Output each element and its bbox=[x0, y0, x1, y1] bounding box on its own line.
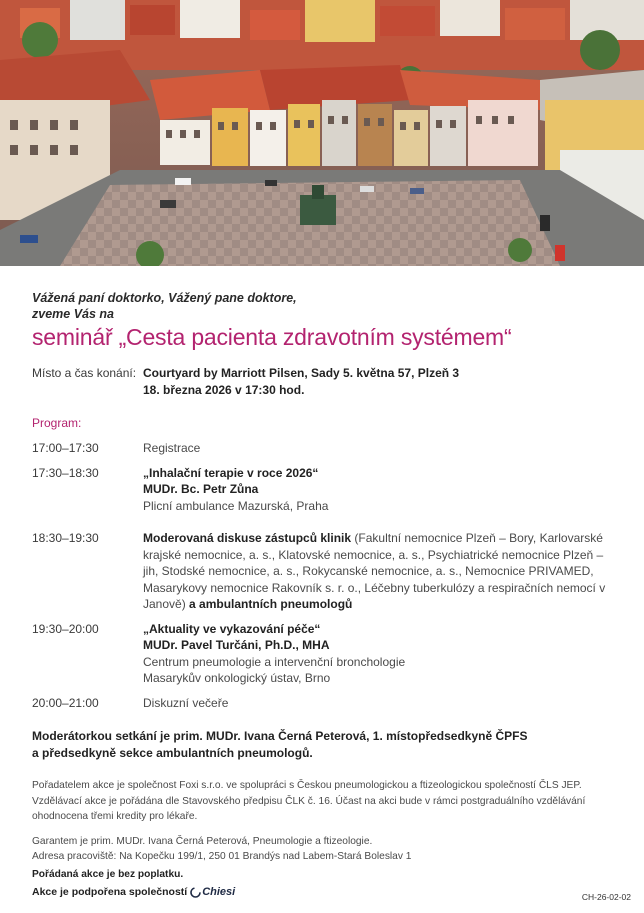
seminar-title: seminář „Cesta pacienta zdravotním systémem“ bbox=[32, 324, 512, 350]
document-code: CH-26-02-02 bbox=[581, 892, 631, 902]
hero-city-image bbox=[0, 0, 644, 266]
program-time: 17:00–17:30 bbox=[32, 441, 99, 455]
organizer-note bbox=[32, 778, 612, 825]
program-time: 20:00–21:00 bbox=[32, 695, 99, 710]
organizer-line-2: Vzdělávací akce je pořádána dle Stavovského předpisu ČLK č. 16. Účast na akci bude v rámci postgraduálního vzdělávání bbox=[32, 795, 586, 807]
venue-place: Courtyard by Marriott Pilsen, Sady 5. května 57, Plzeň 3 bbox=[143, 366, 460, 380]
guarantor-note bbox=[32, 834, 612, 865]
program-item bbox=[32, 530, 612, 613]
program-affiliation: Centrum pneumologie a intervenční bronchologie bbox=[143, 654, 406, 669]
sponsor-line bbox=[32, 886, 235, 898]
chiesi-logo bbox=[190, 886, 235, 898]
invitation-content bbox=[32, 290, 612, 882]
organizer-line-1: Pořadatelem akce je společnost Foxi s.r.o. ve spolupráci s Českou pneumologickou a ftizeologickou společností ČLS JEP. bbox=[32, 780, 582, 791]
program-time: 18:30–19:30 bbox=[32, 531, 99, 545]
program-lecture-title: „Inhalační terapie v roce 2026“ bbox=[143, 465, 319, 480]
program-item bbox=[32, 621, 612, 687]
chiesi-logo-icon bbox=[190, 887, 201, 898]
program-text: Registrace bbox=[143, 441, 201, 455]
program-time: 19:30–20:00 bbox=[32, 621, 99, 636]
venue-row bbox=[32, 365, 612, 398]
greeting-line-2: zveme Vás na bbox=[32, 307, 114, 321]
program-item bbox=[32, 695, 612, 712]
program-heading: Program: bbox=[32, 416, 82, 430]
program-time: 17:30–18:30 bbox=[32, 465, 99, 480]
guarantor-address: Adresa pracoviště: Na Kopečku 199/1, 250 01 Brandýs nad Labem-Stará Boleslav 1 bbox=[32, 851, 412, 862]
moderator-line-2: a předsedkyně sekce ambulantních pneumologů. bbox=[32, 745, 313, 760]
program-speaker: MUDr. Bc. Petr Zůna bbox=[143, 482, 259, 496]
program-text: Diskuzní večeře bbox=[143, 695, 229, 710]
organizer-line-3: ohodnocena třemi kredity pro lékaře. bbox=[32, 811, 198, 822]
venue-label: Místo a čas konání: bbox=[32, 366, 137, 380]
program-speaker: MUDr. Pavel Turčáni, Ph.D., MHA bbox=[143, 638, 330, 652]
discussion-detail: (Fakultní nemocnice Plzeň – Bory, Karlovarské krajské nemocnice, a. s., Klatovské nemocnice, a. s., Psychiatrické nemocnice Plzeň – jih, Stodské nemocnice, a. s., Rokycanské nemocnice, a. s., Nemocnice PRIVAMED, Masarykovy nemocnice Rakovník s. r. o., Léčebny tuberkulózy a respiračních nemocí v Janově) bbox=[143, 531, 606, 611]
venue-datetime: 18. března 2026 v 17:30 hod. bbox=[143, 382, 305, 397]
sponsor-text: Akce je podpořena společností bbox=[32, 886, 188, 898]
program-affiliation: Plicní ambulance Mazurská, Praha bbox=[143, 498, 329, 513]
moderator-line-1: Moderátorkou setkání je prim. MUDr. Ivana Černá Peterová, 1. místopředsedkyně ČPFS bbox=[32, 729, 528, 743]
greeting-line-1: Vážená paní doktorko, Vážený pane doktore, bbox=[32, 291, 297, 305]
program-list bbox=[32, 440, 612, 711]
program-lecture-title: „Aktuality ve vykazování péče“ bbox=[143, 621, 321, 636]
guarantor-line-1: Garantem je prim. MUDr. Ivana Černá Peterová, Pneumologie a ftizeologie. bbox=[32, 835, 373, 847]
program-item bbox=[32, 465, 612, 515]
free-admission-note: Pořádaná akce je bez poplatku. bbox=[32, 868, 184, 880]
discussion-tail: a ambulantních pneumologů bbox=[185, 597, 353, 611]
discussion-lead: Moderovaná diskuse zástupců klinik bbox=[143, 531, 352, 545]
chiesi-logo-text: Chiesi bbox=[202, 886, 236, 898]
program-affiliation: Masarykův onkologický ústav, Brno bbox=[143, 671, 331, 685]
program-item bbox=[32, 440, 612, 457]
moderator-note bbox=[32, 728, 612, 761]
